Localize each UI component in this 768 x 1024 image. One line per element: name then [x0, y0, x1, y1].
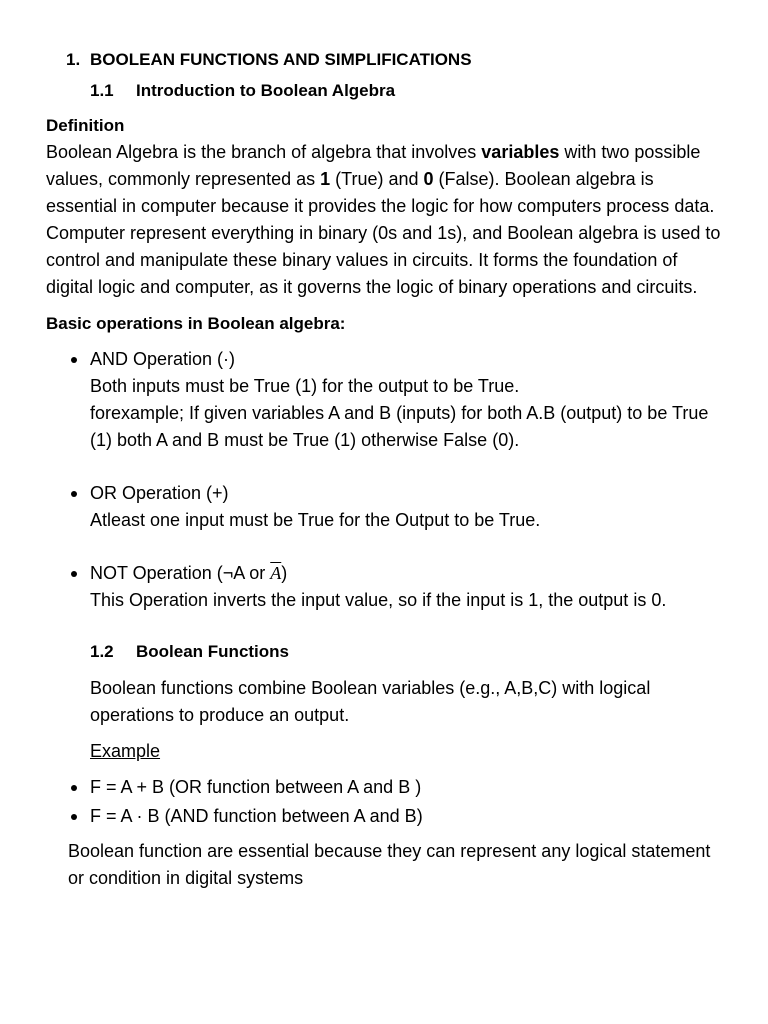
definition-paragraph: Boolean Algebra is the branch of algebra that involves variables with two possible values, commonly represented as 1 (True) and 0 (False). Boolean algebra is essential in computer because it provides the logic for how computers process data. Computer represent everything in binary (0s and 1s), and Boolean algebra is used to control and manipulate these binary values in circuits. It forms the foundation of digital logic and computer, as it governs the logic of binary operations and circuits. [46, 142, 721, 297]
example-label: Example [90, 741, 161, 761]
functions-closing: Boolean function are essential because they can represent any logical statement or condition in digital systems [68, 841, 711, 888]
and-operation-desc: Both inputs must be True (1) for the output to be True. [90, 376, 520, 396]
term-zero: 0 [423, 169, 434, 189]
chapter-heading [66, 46, 728, 73]
list-item-or [46, 480, 728, 534]
basic-operations-heading: Basic operations in Boolean algebra: [46, 314, 346, 333]
not-operation-desc: This Operation inverts the input value, so if the input is 1, the output is 0. [90, 590, 667, 610]
section-heading-1-1 [90, 77, 728, 104]
list-item: F = A + B (OR function between A and B ) [46, 774, 728, 801]
or-operation-label: OR Operation (+) [90, 483, 229, 503]
section-title: Boolean Functions [136, 642, 289, 661]
section-heading-1-2 [90, 638, 728, 665]
definition-heading: Definition [46, 116, 125, 135]
or-operation-desc: Atleast one input must be True for the Output to be True. [90, 510, 541, 530]
and-operation-label: AND Operation (·) [90, 349, 236, 369]
section-number: 1.2 [90, 642, 114, 661]
not-operation-label: NOT Operation (¬A or $\overline{A}$) [90, 563, 288, 583]
list-item-not [46, 560, 728, 614]
term-variables: variables [481, 142, 560, 162]
section-title: Introduction to Boolean Algebra [136, 81, 396, 100]
list-item: F = A · B (AND function between A and B) [46, 803, 728, 830]
functions-intro: Boolean functions combine Boolean variables (e.g., A,B,C) with logical operations to produce an output. [90, 678, 651, 725]
list-item-and [46, 346, 728, 454]
a-bar-symbol: $\overline{A}$ [270, 563, 282, 583]
functions-body [90, 675, 728, 765]
chapter-title: BOOLEAN FUNCTIONS AND SIMPLIFICATIONS [90, 50, 472, 69]
and-operation-example: forexample; If given variables A and B (inputs) for both A.B (output) to be True (1) both A and B must be True (1) otherwise False (0). [90, 403, 709, 450]
operations-list [46, 346, 728, 614]
examples-list [46, 774, 728, 830]
chapter-number: 1. [66, 50, 81, 69]
section-number: 1.1 [90, 81, 114, 100]
term-one: 1 [320, 169, 331, 189]
